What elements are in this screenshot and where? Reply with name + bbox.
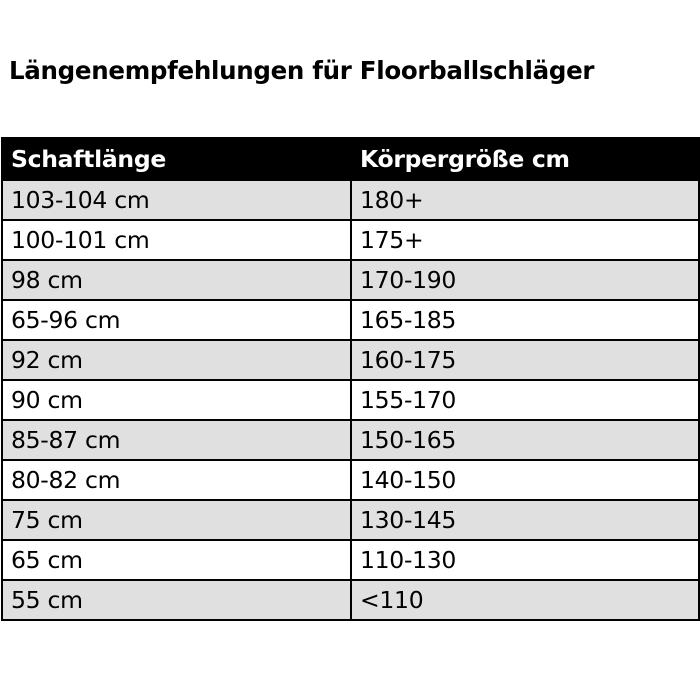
shaft-length-cell: 80-82 cm: [2, 460, 351, 500]
header-body-height: Körpergröße cm: [351, 138, 699, 180]
body-height-cell: 150-165: [351, 420, 699, 460]
table-row: [2, 460, 699, 500]
shaft-length-cell: 85-87 cm: [2, 420, 351, 460]
body-height-cell: 170-190: [351, 260, 699, 300]
table-row: [2, 420, 699, 460]
shaft-length-cell: 98 cm: [2, 260, 351, 300]
shaft-length-cell: 65 cm: [2, 540, 351, 580]
table-row: [2, 580, 699, 620]
table-row: [2, 260, 699, 300]
table-row: [2, 180, 699, 220]
header-shaft-length: Schaftlänge: [2, 138, 351, 180]
page-title: Längenempfehlungen für Floorballschläger: [9, 56, 595, 85]
table-row: [2, 220, 699, 260]
table-row: [2, 540, 699, 580]
body-height-cell: 155-170: [351, 380, 699, 420]
shaft-length-cell: 90 cm: [2, 380, 351, 420]
shaft-length-cell: 92 cm: [2, 340, 351, 380]
body-height-cell: <110: [351, 580, 699, 620]
table-row: [2, 300, 699, 340]
body-height-cell: 175+: [351, 220, 699, 260]
shaft-length-cell: 65-96 cm: [2, 300, 351, 340]
table-row: [2, 340, 699, 380]
shaft-length-cell: 103-104 cm: [2, 180, 351, 220]
table-row: [2, 380, 699, 420]
body-height-cell: 110-130: [351, 540, 699, 580]
body-height-cell: 165-185: [351, 300, 699, 340]
table-header-row: [2, 138, 699, 180]
body-height-cell: 130-145: [351, 500, 699, 540]
table-row: [2, 500, 699, 540]
body-height-cell: 140-150: [351, 460, 699, 500]
shaft-length-cell: 75 cm: [2, 500, 351, 540]
shaft-length-cell: 100-101 cm: [2, 220, 351, 260]
shaft-length-cell: 55 cm: [2, 580, 351, 620]
stick-length-table: [1, 137, 700, 621]
body-height-cell: 160-175: [351, 340, 699, 380]
body-height-cell: 180+: [351, 180, 699, 220]
